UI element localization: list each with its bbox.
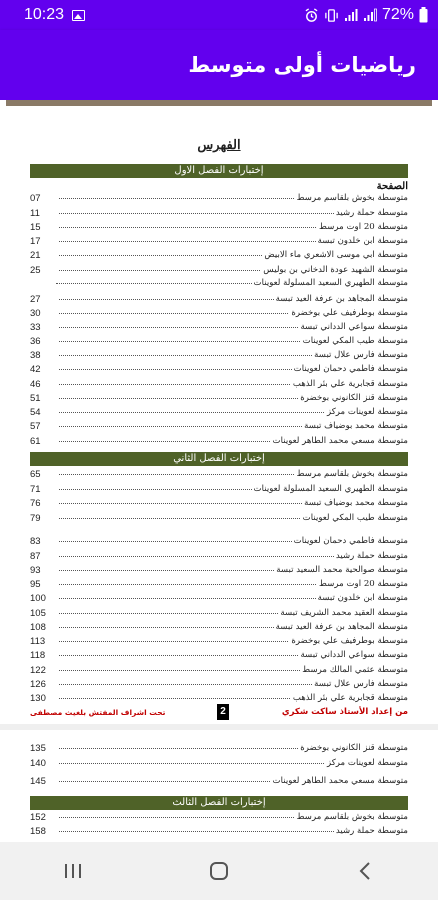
document-viewer[interactable] <box>0 100 438 842</box>
school-name: متوسطة صوالحية محمد السعيد تبسة <box>276 565 408 575</box>
toc-row <box>30 608 408 620</box>
page-number: 122 <box>30 665 58 676</box>
recents-button[interactable] <box>43 851 103 891</box>
alarm-icon <box>304 8 319 23</box>
toc-row <box>30 421 408 433</box>
page-number: 65 <box>30 469 58 480</box>
school-name: متوسطة قنز الكانوني بوخضرة <box>300 393 408 403</box>
toc-row <box>30 250 408 262</box>
toc-row <box>30 665 408 677</box>
page-number: 33 <box>30 322 58 333</box>
school-name: متوسطة مسعي محمد الطاهر لعوينات <box>272 436 408 446</box>
page-number: 126 <box>30 679 58 690</box>
page-number: 95 <box>30 579 58 590</box>
page-number-badge: 2 <box>217 704 229 720</box>
page-number: 83 <box>30 536 58 547</box>
signal-icon <box>363 8 377 22</box>
school-name: متوسطة سواعي الدداني تبسة <box>300 650 408 660</box>
page-number: 51 <box>30 393 58 404</box>
toc-row <box>30 236 408 248</box>
page-number: 108 <box>30 622 58 633</box>
page-number: 36 <box>30 336 58 347</box>
back-button[interactable] <box>335 851 395 891</box>
supervisor-credit: تحت اشراف المفتش بلغيث مصطفى <box>30 708 166 717</box>
school-name: متوسطة قنز الكانوني بوخضرة <box>300 743 408 753</box>
school-name: متوسطة بخوش بلقاسم مرسط <box>296 193 408 203</box>
toc-row <box>30 579 408 591</box>
page-number: 113 <box>30 636 58 647</box>
school-name: متوسطة المجاهد بن عرفة العيد تبسة <box>275 622 408 632</box>
school-name: متوسطة 20 اوت مرسط <box>319 222 408 232</box>
school-name: متوسطة لعوينات مركز <box>326 407 408 417</box>
status-bar <box>0 0 438 30</box>
toc-row <box>30 758 408 770</box>
signal-icon <box>344 8 358 22</box>
page-number: 87 <box>30 551 58 562</box>
toc-row <box>30 498 408 510</box>
home-icon <box>208 860 230 882</box>
toc-row <box>30 636 408 648</box>
school-name: متوسطة حملة رشيد <box>335 551 408 561</box>
toc-row <box>30 379 408 391</box>
page-number: 25 <box>30 265 58 276</box>
page-break <box>0 724 438 730</box>
toc-row <box>30 812 408 824</box>
school-name: متوسطة حملة رشيد <box>335 208 408 218</box>
page-number: 76 <box>30 498 58 509</box>
page-number: 27 <box>30 294 58 305</box>
toc-row <box>30 513 408 525</box>
toc-row <box>30 222 408 234</box>
app-title: رياضيات أولى متوسط <box>188 53 416 77</box>
page-number: 130 <box>30 693 58 704</box>
page-number: 17 <box>30 236 58 247</box>
toc-row <box>30 593 408 605</box>
page-number: 93 <box>30 565 58 576</box>
page-number: 07 <box>30 193 58 204</box>
toc-row <box>30 650 408 662</box>
page-number: 152 <box>30 812 58 823</box>
page-number: 145 <box>30 776 58 787</box>
page-label: الصفحة <box>376 181 408 192</box>
school-name: متوسطة قجابرية علي بئر الذهب <box>292 379 408 389</box>
school-name: متوسطة فاطمي دحمان لعوينات <box>293 536 408 546</box>
app-bar <box>0 30 438 100</box>
toc-row <box>30 278 408 290</box>
page-number: 71 <box>30 484 58 495</box>
page-number: 30 <box>30 308 58 319</box>
school-name: متوسطة الطهيري السعيد المسلولة لعوينات <box>253 484 408 494</box>
school-name: متوسطة محمد بوضياف تبسة <box>304 498 408 508</box>
page-number: 11 <box>30 208 58 219</box>
school-name: متوسطة ابن خلدون تبسة <box>317 236 408 246</box>
toc-row <box>30 265 408 277</box>
toc-row <box>30 536 408 548</box>
page-number: 21 <box>30 250 58 261</box>
index-title: الفهرس <box>197 138 241 153</box>
school-name: متوسطة محمد بوضياف تبسة <box>304 421 408 431</box>
school-name: متوسطة طيب المكي لعوينات <box>302 513 408 523</box>
toc-row <box>30 565 408 577</box>
school-name: متوسطة ابي موسى الاشعري ماء الابيض <box>264 250 408 260</box>
page-number: 57 <box>30 421 58 432</box>
page-number: 54 <box>30 407 58 418</box>
toc-row <box>30 322 408 334</box>
school-name: متوسطة الشهيد عودة الدخاني بن بوليس <box>263 265 408 275</box>
document-page <box>30 100 408 842</box>
school-name: متوسطة العقيد محمد الشريف تبسة <box>280 608 408 618</box>
school-name: متوسطة 20 اوت مرسط <box>319 579 408 589</box>
section-header: إختبارات الفصل الثاني <box>30 452 408 466</box>
school-name: متوسطة فاطمي دحمان لعوينات <box>293 364 408 374</box>
author-credit: من إعداد الأستاذ ساكت شكري <box>281 707 408 717</box>
school-name: متوسطة طيب المكي لعوينات <box>302 336 408 346</box>
page-number: 61 <box>30 436 58 447</box>
toc-row <box>30 350 408 362</box>
recents-icon <box>62 862 84 880</box>
toc-row <box>30 436 408 448</box>
home-button[interactable] <box>189 851 249 891</box>
school-name: متوسطة بوطرفيف علي بوخضرة <box>291 308 408 318</box>
back-icon <box>358 861 372 881</box>
toc-row <box>30 743 408 755</box>
battery-percent: 72% <box>381 6 414 23</box>
vibrate-icon <box>324 8 339 23</box>
school-name: متوسطة قجابرية علي بئر الذهب <box>292 693 408 703</box>
school-name: متوسطة فارس علال تبسة <box>314 350 408 360</box>
page-number: 140 <box>30 758 58 769</box>
school-name: متوسطة ابن خلدون تبسة <box>317 593 408 603</box>
page-number: 105 <box>30 608 58 619</box>
toc-row <box>30 776 408 788</box>
school-name: متوسطة عثمي المالك مرسط <box>302 665 408 675</box>
page-number: 46 <box>30 379 58 390</box>
toc-row <box>30 622 408 634</box>
image-icon <box>72 10 85 21</box>
section-header: إختبارات الفصل الثالث <box>30 796 408 810</box>
toc-row <box>30 208 408 220</box>
status-time: 10:23 <box>24 6 65 23</box>
page-number: 158 <box>30 826 58 837</box>
school-name: متوسطة بوطرفيف علي بوخضرة <box>291 636 408 646</box>
school-name: متوسطة بخوش بلقاسم مرسط <box>296 469 408 479</box>
toc-row <box>30 679 408 691</box>
page-number: 135 <box>30 743 58 754</box>
toc-row <box>30 469 408 481</box>
toc-row <box>30 551 408 563</box>
school-name: متوسطة فارس علال تبسة <box>314 679 408 689</box>
battery-icon <box>419 7 428 23</box>
school-name: متوسطة بخوش بلقاسم مرسط <box>296 812 408 822</box>
toc-row <box>30 193 408 205</box>
page-number: 79 <box>30 513 58 524</box>
page-number: 38 <box>30 350 58 361</box>
toc-row <box>30 336 408 348</box>
page-number: 100 <box>30 593 58 604</box>
section-header: إختبارات الفصل الاول <box>30 164 408 178</box>
school-name: متوسطة المجاهد بن عرفة العيد تبسة <box>275 294 408 304</box>
toc-row <box>30 294 408 306</box>
page-number: 118 <box>30 650 58 661</box>
school-name: متوسطة الطهيري السعيد المسلولة لعوينات <box>253 278 408 288</box>
school-name: متوسطة مسعي محمد الطاهر لعوينات <box>272 776 408 786</box>
navigation-bar <box>0 842 438 900</box>
toc-row <box>30 484 408 496</box>
page-number: 15 <box>30 222 58 233</box>
toc-row <box>30 364 408 376</box>
toc-row <box>30 393 408 405</box>
toc-row <box>30 308 408 320</box>
toc-row <box>30 407 408 419</box>
page-number: 42 <box>30 364 58 375</box>
school-name: متوسطة لعوينات مركز <box>326 758 408 768</box>
school-name: متوسطة حملة رشيد <box>335 826 408 836</box>
school-name: متوسطة سواعي الدداني تبسة <box>300 322 408 332</box>
toc-row <box>30 826 408 838</box>
